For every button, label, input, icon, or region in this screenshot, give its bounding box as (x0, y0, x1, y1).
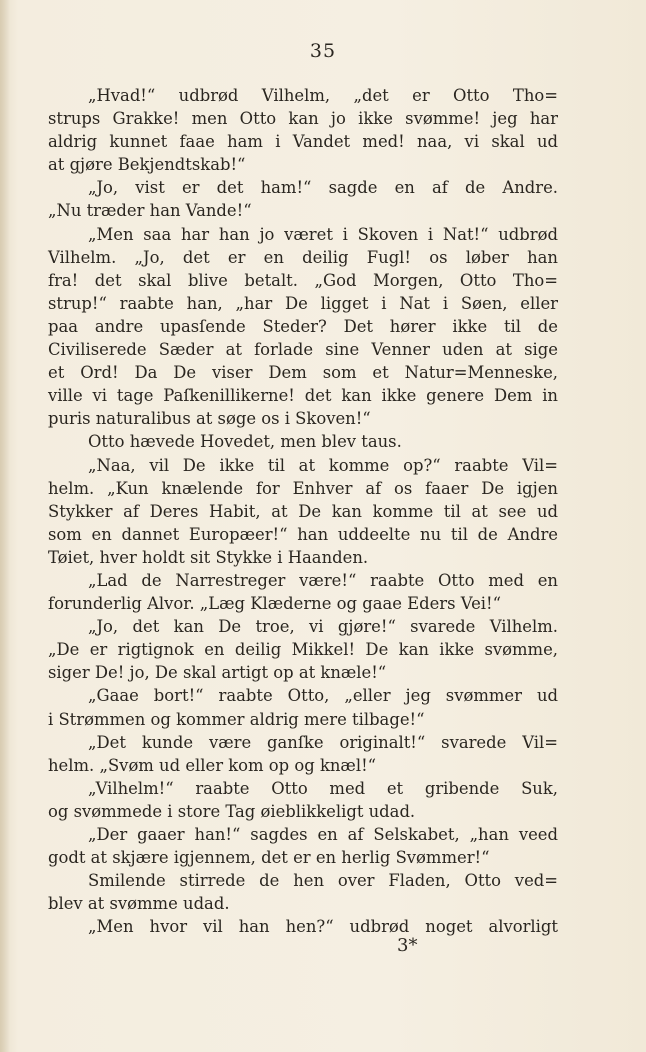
text-line: „Det kunde være ganſke originalt!“ svarede Vil= (88, 732, 558, 752)
text-line: Stykker af Deres Habit, at De kan komme til at see ud (48, 501, 558, 521)
text-line: „Naa, vil De ikke til at komme op?“ raabte Vil= (88, 455, 558, 475)
text-line: „Hvad!“ udbrød Vilhelm, „det er Otto Tho= (88, 86, 558, 105)
text-line: Vilhelm. „Jo, det er en deilig Fugl! os løber han (48, 247, 558, 267)
text-line: „Jo, det kan De troe, vi gjøre!“ svarede Vilhelm. (88, 617, 558, 637)
text-line: „Der gaaer han!“ sagdes en af Selskabet, „han veed (88, 825, 558, 844)
text-line: aldrig kunnet faae ham i Vandet med! naa, vi skal ud (48, 132, 558, 152)
text-line: siger De! jo, De skal artigt op at knæle!“ (48, 663, 387, 683)
text-line: helm. „Kun knælende for Enhver af os faaer De igjen (48, 478, 558, 498)
text-line: „Gaae bort!“ raabte Otto, „eller jeg svømmer ud (88, 686, 558, 706)
text-line: „De er rigtignok en deilig Mikkel! De kan ikke svømme, (48, 640, 558, 660)
body-text (48, 84, 558, 938)
text-line: fra! det skal blive betalt. „God Morgen, Otto Tho= (48, 270, 558, 290)
text-line: strups Grakke! men Otto kan jo ikke svømme! jeg har (48, 109, 558, 129)
text-line: Otto hævede Hovedet, men blev taus. (88, 432, 402, 452)
text-line: ville vi tage Paſkenillikerne! det kan ikke genere Dem in (48, 386, 558, 406)
text-line: „Nu træder han Vande!“ (48, 201, 252, 221)
text-line: paa andre upasſende Steder? Det hører ikke til de (48, 316, 558, 336)
text-line: blev at svømme udad. (48, 894, 230, 914)
text-line: Civiliserede Sæder at forlade sine Venner uden at sige (48, 340, 558, 360)
text-line: Smilende stirrede de hen over Fladen, Otto ved= (88, 871, 558, 891)
text-line: og svømmede i store Tag øieblikkeligt udad. (48, 801, 416, 821)
text-line: puris naturalibus at søge os i Skoven!“ (48, 409, 371, 429)
text-line: som en dannet Europæer!“ han uddeelte nu til de Andre (48, 524, 558, 544)
signature-mark: 3* (397, 935, 418, 956)
page-gutter-shadow (0, 0, 10, 1052)
text-line: at gjøre Bekjendtskab!“ (48, 155, 246, 175)
text-line: strup!“ raabte han, „har De ligget i Nat i Søen, eller (48, 293, 558, 313)
text-line: „Lad de Narrestreger være!“ raabte Otto med en (88, 570, 558, 590)
text-line: Tøiet, hver holdt sit Stykke i Haanden. (48, 547, 369, 567)
page-number: 35 (309, 40, 337, 62)
text-line: forunderlig Alvor. „Læg Klæderne og gaae Eders Vei!“ (48, 594, 501, 614)
text-line: „Vilhelm!“ raabte Otto med et gribende Suk, (88, 778, 558, 798)
text-line: godt at skjære igjennem, det er en herlig Svømmer!“ (48, 848, 490, 868)
text-line: i Strømmen og kommer aldrig mere tilbage!“ (48, 709, 425, 729)
text-line: helm. „Svøm ud eller kom op og knæl!“ (48, 755, 377, 775)
text-line: „Men hvor vil han hen?“ udbrød noget alvorligt (88, 917, 558, 937)
text-line: et Ord! Da De viser Dem som et Natur=Menneske, (48, 363, 558, 383)
text-line: „Jo, vist er det ham!“ sagde en af de Andre. (88, 178, 558, 198)
text-line: „Men saa har han jo været i Skoven i Nat!“ udbrød (88, 224, 558, 244)
